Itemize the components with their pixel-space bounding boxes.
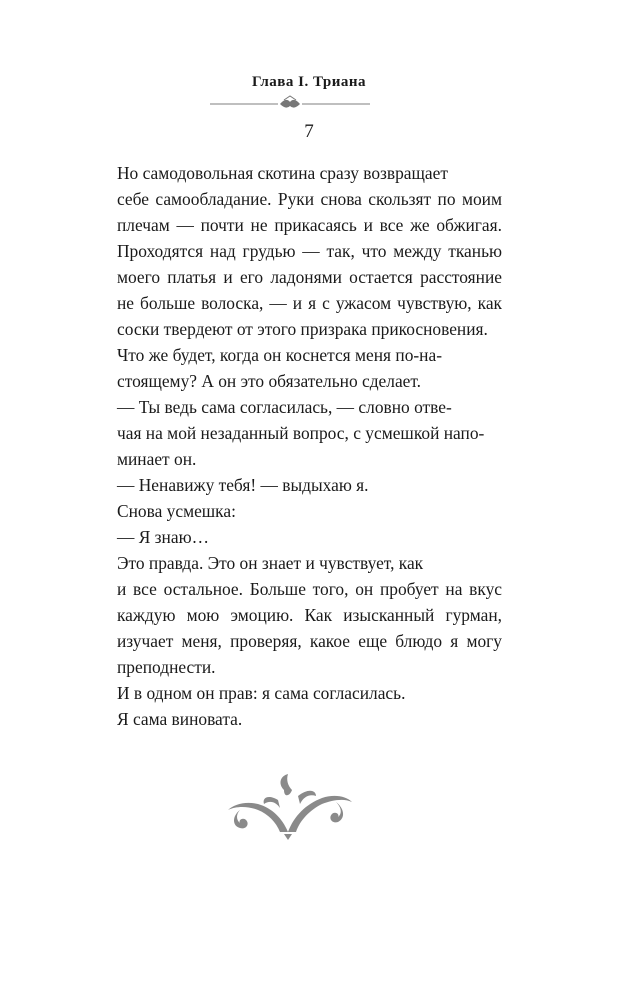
text-line: Что же будет, когда он коснется меня по-на-: [117, 345, 443, 365]
text-line: не больше волоска, — и я с ужасом чувствую, как: [117, 293, 502, 313]
text-line: соски твердеют от этого призрака прикосновения.: [117, 319, 488, 339]
body-text: [117, 160, 502, 732]
text-line: себе самообладание. Руки снова скользят по моим: [117, 189, 502, 209]
text-line: чая на мой незаданный вопрос, с усмешкой напо-: [117, 423, 485, 443]
text-line: и все остальное. Больше того, он пробует на вкус: [117, 579, 502, 599]
page-number: 7: [304, 121, 314, 142]
text-line: — Ты ведь сама согласилась, — словно отве-: [117, 397, 452, 417]
text-line: плечам — почти не прикасаясь и все же обжигая.: [117, 215, 502, 235]
text-line: изучает меня, проверяя, какое еще блюдо я могу: [117, 631, 502, 651]
text-line: Снова усмешка:: [117, 501, 236, 521]
text-line: — Ненавижу тебя! — выдыхаю я.: [117, 475, 369, 495]
text-line: преподнести.: [117, 657, 216, 677]
running-title: Глава I. Триана: [251, 74, 367, 90]
text-line: минает он.: [117, 449, 197, 469]
text-line: Я сама виновата.: [117, 709, 243, 729]
text-line: И в одном он прав: я сама согласилась.: [117, 683, 406, 703]
text-line: Но самодовольная скотина сразу возвращает: [117, 163, 448, 183]
text-line: каждую мою эмоцию. Как изысканный гурман,: [117, 605, 502, 625]
text-line: — Я знаю…: [117, 527, 209, 547]
text-line: Это правда. Это он знает и чувствует, как: [117, 553, 424, 573]
text-line: моего платья и его ладонями остается расстояние: [117, 267, 502, 287]
header-ornament-rule: [210, 94, 370, 114]
flourish-ornament-icon: [218, 770, 358, 840]
text-line: стоящему? А он это обязательно сделает.: [117, 371, 422, 391]
text-line: Проходятся над грудью — так, что между тканью: [117, 241, 502, 261]
